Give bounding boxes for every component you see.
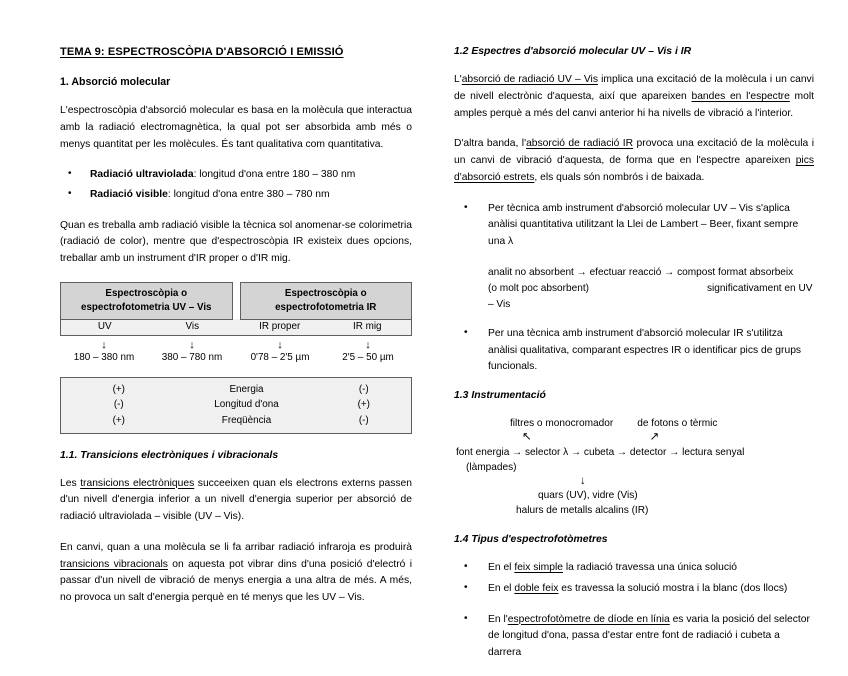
text-pre: D'altra banda, l' xyxy=(454,138,527,150)
spectroscopy-range-table xyxy=(60,282,412,365)
underlined-term: feix simple xyxy=(514,562,563,574)
list-item xyxy=(454,560,814,577)
table-cell: (+) xyxy=(112,384,125,396)
diagram-labels-row xyxy=(454,416,814,431)
table-cell: Longitud d'ona xyxy=(214,399,279,411)
arrow-up-left-icon: ↖ xyxy=(522,431,532,444)
reaction-line-2-left: (o molt poc absorbent) xyxy=(488,282,589,294)
reaction-line-2-right: significativament en UV – Vis xyxy=(488,282,813,310)
underlined-term: transicions electròniques xyxy=(80,477,195,489)
page-title: TEMA 9: ESPECTROSCÒPIA D'ABSORCIÓ I EMISSIÓ xyxy=(60,46,344,58)
text-mid: implica una excitació de la molècula i un canvi de nivell electrònic d'aquesta, així que apareixen xyxy=(454,74,814,102)
underlined-term: transicions vibracionals xyxy=(60,558,168,570)
table-cell: UV xyxy=(97,321,112,333)
text-post: es varia la posició del selector de longitud d'ona, passa d'estar entre font de radiació i cubeta a darrera xyxy=(488,613,810,658)
list-item xyxy=(60,187,412,204)
table-row xyxy=(61,382,411,397)
diagram-cuvette-materials-2: halurs de metalls alcalins (IR) xyxy=(516,505,649,517)
text-post: es travessa la solució mostra i la blanc (dos llocs) xyxy=(558,582,788,594)
text-pre: L' xyxy=(454,74,462,85)
list-item: • Per tècnica amb instrument d'absorció molecular UV – Vis s'aplica anàlisi quantitativa utilitzant la Llei de Lambert – Beer, fixant sempre una λ xyxy=(454,201,814,251)
down-arrow-icon: ↓ xyxy=(277,339,283,352)
bullet-rest: : longitud d'ona entre 180 – 380 nm xyxy=(193,169,356,181)
table-cell: (+) xyxy=(112,414,125,426)
diode-array-list xyxy=(454,612,814,662)
underlined-term: absorció de radiació UV – Vis xyxy=(461,74,598,85)
right-column xyxy=(454,46,814,676)
text-post: , els quals són nombrós i de baixada. xyxy=(534,171,705,183)
diagram-label-selector: filtres o monocromador xyxy=(510,418,614,430)
text-mid: provoca una excitació de la molècula i un canvi de vibració d'aquesta, de forma que en l'espectre apareixen xyxy=(454,138,815,167)
table-header-ir: Espectroscòpia o espectrofotometria IR xyxy=(240,282,413,320)
table-cell: Freqüència xyxy=(221,414,272,426)
paragraph-ir-absorption xyxy=(454,136,814,186)
reaction-line-2 xyxy=(488,281,814,313)
table-row xyxy=(61,413,411,428)
table-cell: Energia xyxy=(229,384,264,396)
paragraph-uvvis-absorption xyxy=(454,72,814,122)
technique-bullet-list-ir xyxy=(454,326,814,376)
table-cell: 380 – 780 nm xyxy=(161,352,223,364)
paragraph-transicions-electroniques xyxy=(60,476,412,526)
text-pre: En el xyxy=(488,582,515,594)
radiation-bullet-list xyxy=(60,167,412,203)
table-cell: Vis xyxy=(185,321,200,333)
table-subheader-row xyxy=(60,319,412,336)
table-cell: (+) xyxy=(357,399,370,411)
text-post: on aquesta pot vibrar dins d'una posició d'electró i passar d'un nivell de vibració de menys energia a una altra de més. A més, no provoca un salt d'energia perquè en té menys que les UV – Vis. xyxy=(60,558,413,604)
underlined-term: bandes en l'espectre xyxy=(691,90,790,102)
diagram-lamp-note: (làmpades) xyxy=(466,461,517,473)
down-arrow-icon: ↓ xyxy=(189,339,195,352)
diagram-pointer-row xyxy=(454,431,814,444)
text-post: la radiació travessa una única solució xyxy=(562,562,737,574)
table-header-uvvis: Espectroscòpia o espectrofotometria UV – Vis xyxy=(60,282,233,320)
technique-bullet-list-uvvis xyxy=(454,201,814,251)
text-pre: Les xyxy=(60,477,81,489)
table-row xyxy=(61,397,411,412)
paragraph-colorimetria: Quan es treballa amb radiació visible la tècnica sol anomenar-se colorimetria (radiació de color), mentre que d'espectroscòpia IR existeix dues opcions, treballar amb un instrument d'IR proper o d'IR mig. xyxy=(60,219,412,265)
list-item xyxy=(60,167,412,184)
two-column-layout xyxy=(60,46,815,676)
text-pre: En canvi, quan a una molècula se li fa arribar radiació infraroja es produirà xyxy=(60,541,412,553)
arrow-down-icon: ↓ xyxy=(580,474,586,487)
bullet-rest: : longitud d'ona entre 380 – 780 nm xyxy=(167,189,330,201)
list-item xyxy=(454,581,814,598)
paragraph-intro: L'espectroscòpia d'absorció molecular es basa en la molècula que interactua amb la radiació electromagnètica, la qual pot ser absorbida amb més o menys quantitat per les molècules. És tant qualitativa com quantitativa. xyxy=(60,105,412,150)
down-arrow-icon: ↓ xyxy=(101,339,107,352)
diagram-flow-row: font energia → selector λ → cubeta → detector → lectura senyal xyxy=(456,446,745,458)
spectrophotometer-types-list xyxy=(454,560,814,597)
table-cell: (-) xyxy=(113,399,124,411)
table-cell: (-) xyxy=(358,384,369,396)
text-pre: En l' xyxy=(488,613,508,625)
heading-section-1-4: 1.4 Tipus d'espectrofotòmetres xyxy=(454,534,608,546)
underlined-term: pics d'absorció estrets xyxy=(454,155,814,183)
table-cell: IR mig xyxy=(352,321,382,333)
down-arrow-icon: ↓ xyxy=(365,339,371,352)
diagram-cuvette-materials-1: quars (UV), vidre (Vis) xyxy=(538,490,638,501)
heading-section-1-2: 1.2 Espectres d'absorció molecular UV – Vis i IR xyxy=(454,46,692,57)
table-cell: 0'78 – 2'5 µm xyxy=(250,352,310,364)
reaction-line-1: analit no absorbent → efectuar reacció → compost format absorbeix xyxy=(488,266,794,278)
instrumentation-diagram xyxy=(454,416,814,518)
heading-section-1: 1. Absorció molecular xyxy=(60,76,171,88)
text-post: succeeixen quan els electrons externs passen d'un nivell d'energia inferior a un nivell d'energia superior per absorció de radiació ultraviolada – visible (UV – Vis). xyxy=(60,477,413,523)
underlined-term: espectrofotòmetre de díode en línia xyxy=(507,613,670,625)
table-cell: 2'5 – 50 µm xyxy=(342,352,394,364)
table-arrow-row xyxy=(60,336,412,352)
text-post: molt amples perquè a més del canvi anterior hi ha nivells de vibració a l'interior. xyxy=(454,90,814,119)
table-cell: IR proper xyxy=(259,321,301,333)
heading-section-1-1: 1.1. Transicions electròniques i vibracionals xyxy=(60,449,279,461)
table-value-row xyxy=(60,352,412,365)
list-item xyxy=(454,612,814,662)
arrow-up-right-icon: ↗ xyxy=(649,431,660,444)
table-header-row xyxy=(60,282,412,320)
left-column xyxy=(60,46,412,621)
underlined-term: doble feix xyxy=(514,582,559,594)
property-comparison-table xyxy=(60,377,412,433)
list-item: • Per una tècnica amb instrument d'absorció molecular IR s'utilitza anàlisi qualitativa, comparant espectres IR o identificar pics de grups funcionals. xyxy=(454,326,814,376)
bullet-term: Radiació ultraviolada xyxy=(90,169,194,181)
bullet-term: Radiació visible xyxy=(90,189,168,201)
heading-section-1-3: 1.3 Instrumentació xyxy=(454,390,546,402)
text-pre: En el xyxy=(488,562,515,574)
table-cell: 180 – 380 nm xyxy=(73,352,135,364)
paragraph-transicions-vibracionals xyxy=(60,540,412,607)
table-cell: (-) xyxy=(358,414,369,426)
diagram-label-detector: de fotons o tèrmic xyxy=(637,418,718,430)
underlined-term: absorció de radiació IR xyxy=(526,138,634,150)
reaction-scheme-inset xyxy=(454,265,814,313)
